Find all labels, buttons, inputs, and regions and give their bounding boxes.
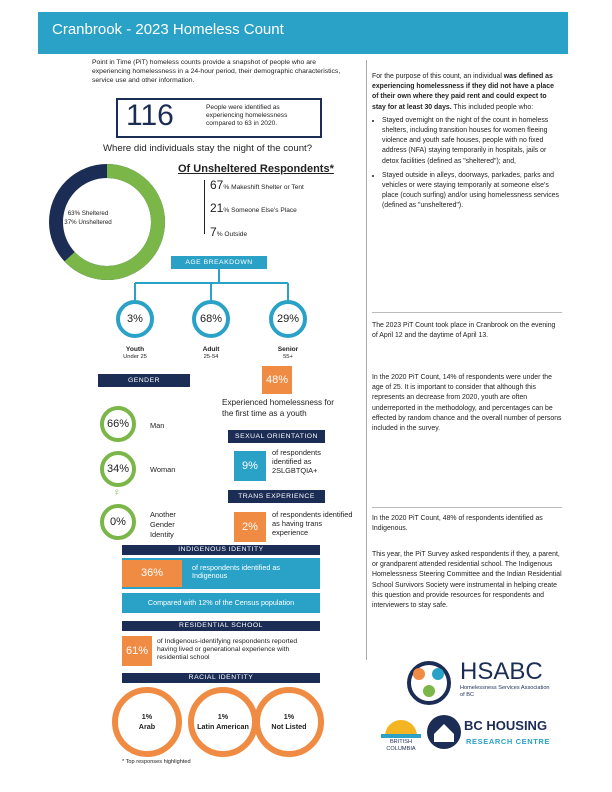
donut-label (60, 209, 116, 227)
hsabc-subtitle: Homelessness Services Association of BC (460, 685, 550, 698)
orientation-text: of respondents identified as 2SLGBTQIA+ (272, 448, 321, 475)
unsheltered-pct: 67 (210, 178, 224, 192)
hsabc-logo-text: HSABC (460, 658, 543, 685)
gender-title: GENDER (98, 374, 190, 387)
unsheltered-title: Of Unsheltered Respondents* (178, 163, 334, 175)
unsheltered-label: Makeshift Shelter or Tent (231, 184, 304, 191)
bc-gov-text: BRITISH COLUMBIA (386, 739, 416, 752)
definition-tail: This included people who: (453, 103, 534, 111)
youth-2020-text: In the 2020 PiT Count, 14% of respondents were under the age of 25. It is important to consider that although this represents an decrease from 2020, youth are often underreported in the methodology, and percentages can be effected by random chance and the overall number of persons included in the survey. (372, 374, 562, 433)
residential-text: of Indigenous-identifying respondents reported having lived or generational experience with residential school (157, 638, 298, 661)
definition-block (372, 72, 562, 216)
bc-housing-text: BC HOUSING (464, 718, 548, 733)
indigenous-compare: Compared with 12% of the Census population (122, 593, 320, 613)
gender-man-circle: 66% (100, 406, 136, 442)
trans-title: TRANS EXPERIENCE (228, 490, 325, 503)
intro-text: Point in Time (PiT) homeless counts provide a snapshot of people who are experiencing homelessness in a 24-hour period, their demographic characteristics, service use and other information. (92, 59, 341, 84)
bc-gov-sun-icon (381, 714, 421, 738)
age-adult-label: Adult (202, 346, 220, 353)
donut-unsheltered-label: 37% Unsheltered (64, 219, 112, 226)
female-symbol-icon: ♀ (113, 487, 121, 498)
youth-first-value: 48% (262, 366, 292, 394)
residential-title: RESIDENTIAL SCHOOL (122, 621, 320, 631)
definition-list (372, 116, 562, 212)
gender-other-circle: 0% (100, 504, 136, 540)
racial-value: 1% (141, 712, 153, 721)
age-youth-label: Youth (125, 346, 145, 353)
age-senior-circle: 29% (269, 300, 307, 338)
orientation-value: 9% (234, 451, 266, 481)
trans-value: 2% (234, 512, 266, 542)
definition-bullet: • Stayed overnight on the night of the count in homeless shelters, including transition houses for women fleeing violence and youth safe houses, people with no fixed address (NFA) staying temporarily in hospitals, jails or detox facilities (defined as "sheltered"); and, (382, 116, 562, 167)
racial-label: Arab (138, 722, 156, 731)
hsabc-logo-icon (404, 660, 454, 706)
age-adult-range: 25-54 (203, 354, 219, 360)
unsheltered-item: 7% Outside (210, 225, 248, 239)
count-date-text: The 2023 PiT Count took place in Cranbrook on the evening of April 12 and the daytime of April 13. (372, 322, 556, 340)
indigenous-2020-text: In the 2020 PiT Count, 48% of respondents identified as Indigenous. (372, 515, 543, 533)
page-title: Cranbrook - 2023 Homeless Count (52, 21, 284, 38)
definition-bold: was defined as experiencing homelessness if they did not have a place of their own where they paid rent and could expect to stay for at least 30 days. (372, 73, 554, 111)
donut-sheltered-label: 63% Sheltered (67, 210, 109, 217)
racial-value: 1% (283, 712, 295, 721)
stay-question: Where did individuals stay the night of the count? (103, 143, 313, 154)
unsheltered-pct: 7 (210, 225, 217, 239)
unsheltered-label: Outside (224, 231, 248, 238)
age-breakdown-title: AGE BREAKDOWN (171, 256, 267, 269)
unsheltered-item: 21% Someone Else's Place (210, 201, 297, 215)
definition-bullet: • Stayed outside in alleys, doorways, parkades, parks and vehicles or were staying temporarily at someone else's place (couch surfing) and/or using homelessness services (defined as "unsheltered"). (382, 171, 562, 212)
gender-woman-circle: 34% (100, 451, 136, 487)
age-adult-circle: 68% (192, 300, 230, 338)
age-senior-label: Senior (277, 346, 299, 353)
residential-school-text: This year, the PiT Survey asked respondents if they, a parent, or grandparent attended residential school. The Indigenous Homelessness Steering Committee and the Indian Residential School Survivors Society were instrumental in helping create this question and provide resources for respondents and interviewers to stay safe. (372, 551, 562, 610)
unsheltered-label: Someone Else's Place (231, 207, 297, 214)
bc-housing-logo-icon (426, 714, 462, 750)
indigenous-text: of respondents identified as Indigenous (192, 563, 280, 580)
definition-intro: For the purpose of this count, an individual (372, 73, 502, 80)
column-divider (366, 60, 367, 660)
research-centre-text: RESEARCH CENTRE (466, 737, 551, 746)
racial-title: RACIAL IDENTITY (122, 673, 320, 683)
indigenous-title: INDIGENOUS IDENTITY (122, 545, 320, 555)
residential-value: 61% (122, 636, 152, 666)
age-senior-range: 55+ (283, 354, 293, 360)
count-number: 116 (126, 99, 174, 132)
gender-other-label: Another Gender Identity (150, 510, 176, 539)
gender-woman-label: Woman (150, 465, 176, 474)
racial-label: Not Listed (271, 722, 307, 731)
unsheltered-pct: 21 (210, 201, 224, 215)
age-youth-range: Under 25 (123, 354, 147, 360)
unsheltered-item: 67% Makeshift Shelter or Tent (210, 178, 304, 192)
trans-text: of respondents identified as having trans experience (272, 510, 353, 537)
gender-man-label: Man (150, 421, 165, 430)
racial-label: Latin American (197, 722, 249, 731)
age-youth-circle: 3% (116, 300, 154, 338)
divider (372, 507, 562, 508)
orientation-title: SEXUAL ORIENTATION (228, 430, 325, 443)
divider (372, 312, 562, 313)
racial-latin-circle (188, 687, 258, 757)
footnote: * Top responses highlighted (122, 759, 191, 765)
racial-arab-circle (112, 687, 182, 757)
racial-value: 1% (217, 712, 229, 721)
count-text: People were identified as experiencing homelessness compared to 63 in 2020. (206, 104, 288, 127)
indigenous-value: 36% (122, 560, 182, 587)
racial-notlisted-circle (254, 687, 324, 757)
youth-first-text: Experienced homelessness for the first time as a youth (222, 398, 334, 418)
